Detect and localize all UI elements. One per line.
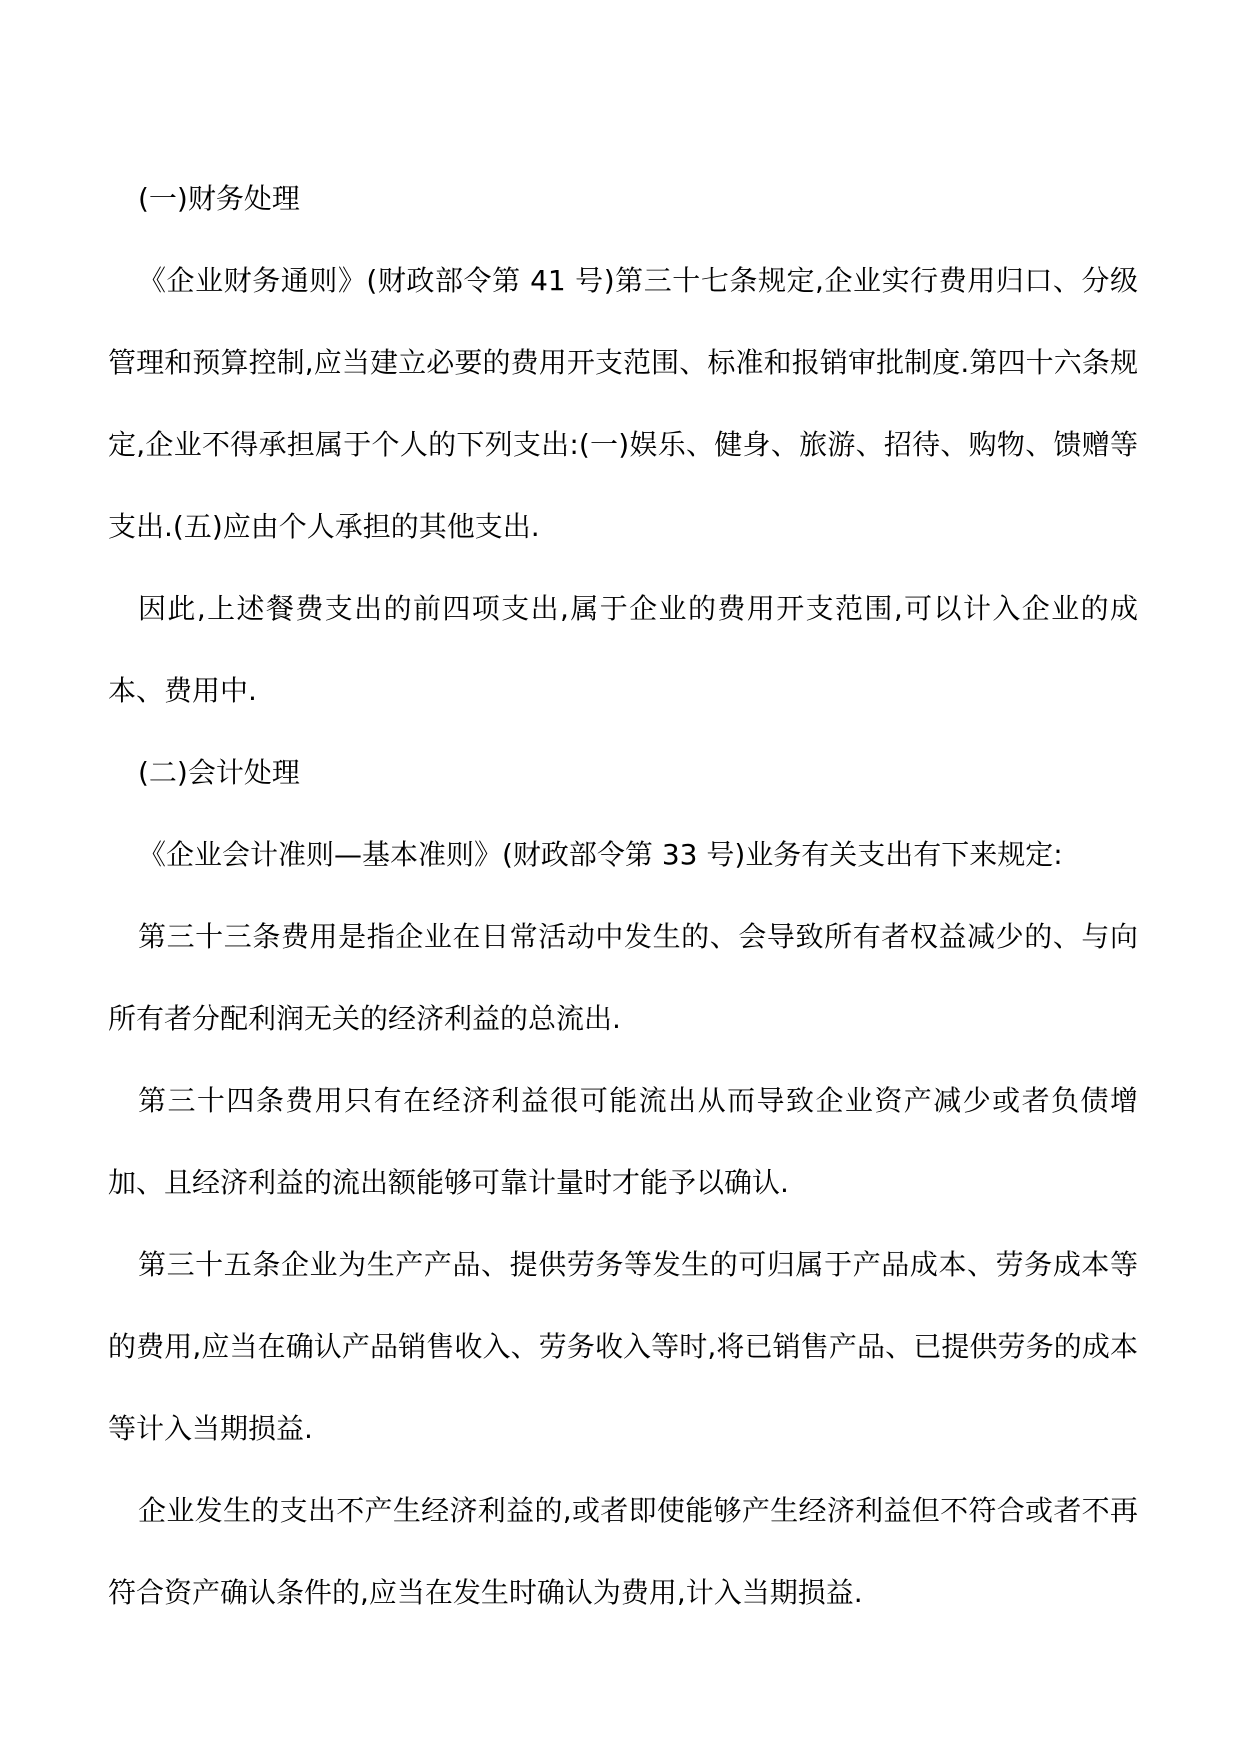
document-page — [108, 158, 1138, 1634]
section-heading-financial-treatment: (一)财务处理 — [138, 182, 300, 215]
paragraph-article-33: 第三十三条费用是指企业在日常活动中发生的、会导致所有者权益减少的、与向所有者分配利润无关的经济利益的总流出. — [108, 920, 1138, 1035]
paragraph-article-35: 第三十五条企业为生产产品、提供劳务等发生的可归属于产品成本、劳务成本等的费用,应当在确认产品销售收入、劳务收入等时,将已销售产品、已提供劳务的成本等计入当期损益. — [108, 1248, 1138, 1445]
paragraph-conclusion: 因此,上述餐费支出的前四项支出,属于企业的费用开支范围,可以计入企业的成本、费用中. — [108, 592, 1138, 707]
paragraph-non-economic-expenses: 企业发生的支出不产生经济利益的,或者即使能够产生经济利益但不符合或者不再符合资产确认条件的,应当在发生时确认为费用,计入当期损益. — [108, 1494, 1138, 1609]
paragraph-article-34: 第三十四条费用只有在经济利益很可能流出从而导致企业资产减少或者负债增加、且经济利益的流出额能够可靠计量时才能予以确认. — [108, 1084, 1138, 1199]
paragraph-accounting-standard-intro: 《企业会计准则—基本准则》(财政部令第 33 号)业务有关支出有下来规定: — [138, 838, 1063, 871]
section-heading-accounting-treatment: (二)会计处理 — [138, 756, 300, 789]
paragraph-financial-general-rules: 《企业财务通则》(财政部令第 41 号)第三十七条规定,企业实行费用归口、分级管理和预算控制,应当建立必要的费用开支范围、标准和报销审批制度.第四十六条规定,企业不得承担属于个人的下列支出:(一)娱乐、健身、旅游、招待、购物、馈赠等支出.(五)应由个人承担的其他支出. — [108, 264, 1138, 543]
